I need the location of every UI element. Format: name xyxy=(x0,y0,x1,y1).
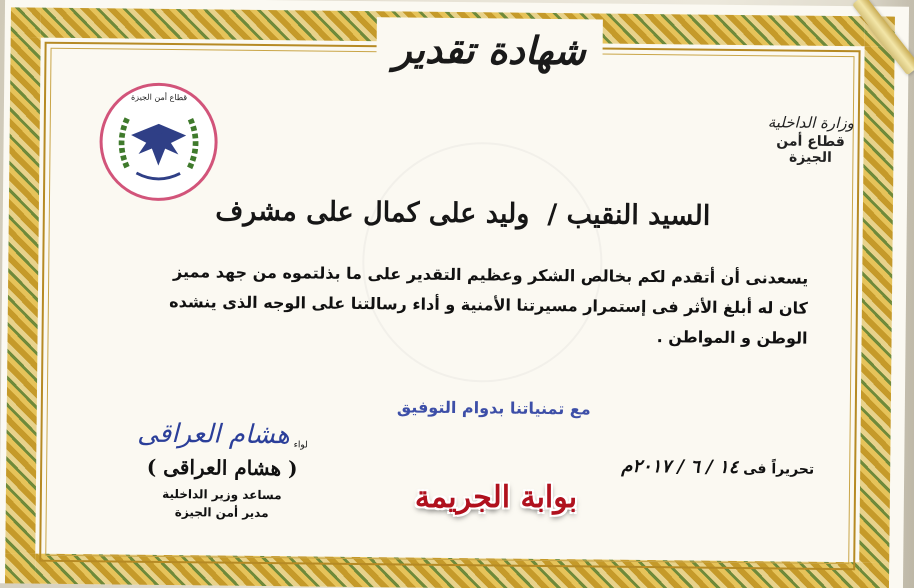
recipient-line xyxy=(203,195,723,231)
body-line: يسعدنى أن أتقدم لكم بخالص الشكر وعظيم التقدير على ما بذلتموه من جهد مميز xyxy=(172,262,809,288)
signature-rank: لواء xyxy=(293,440,308,451)
recipient-name: وليد على كمال على مشرف xyxy=(215,195,530,230)
site-watermark-logo: بوابة الجريمة xyxy=(414,480,578,515)
emblem-caption: قطاع أمن الجيزة xyxy=(130,92,188,103)
ministry-name: وزارة الداخلية xyxy=(767,113,854,133)
sector-name: قطاع أمن الجيزة xyxy=(776,133,845,166)
body-line: الوطن و المواطن . xyxy=(656,327,808,348)
signer-title-line: مدير أمن الجيزة xyxy=(174,505,269,521)
date-prefix: تحريراً فى xyxy=(743,461,815,478)
signer-name: ( هشام العراقى ) xyxy=(146,454,298,481)
recipient-salutation: السيد النقيب / xyxy=(547,198,711,232)
signature-block xyxy=(104,418,341,522)
title-banner xyxy=(376,17,603,81)
issuer-block xyxy=(755,113,866,166)
certificate-body xyxy=(77,256,808,354)
closing-wishes: مع تمنياتنا بدوام التوفيق xyxy=(396,397,591,419)
certificate-title: شهادة تقدير xyxy=(393,25,586,73)
date-value: ١٤ / ٦ / ٢٠١٧م xyxy=(621,455,739,478)
sector-emblem xyxy=(99,82,218,201)
signature xyxy=(104,418,340,450)
signer-title xyxy=(104,484,340,522)
handwritten-signature: هشام العراقى xyxy=(137,418,290,451)
issue-date xyxy=(621,456,814,479)
body-line: كان له أبلغ الأثر فى إستمرار مسيرتنا الأمنية و أداء رسالتنا على الوجه الذى ينشده xyxy=(169,292,808,318)
signer-title-line: مساعد وزير الداخلية xyxy=(162,486,282,503)
